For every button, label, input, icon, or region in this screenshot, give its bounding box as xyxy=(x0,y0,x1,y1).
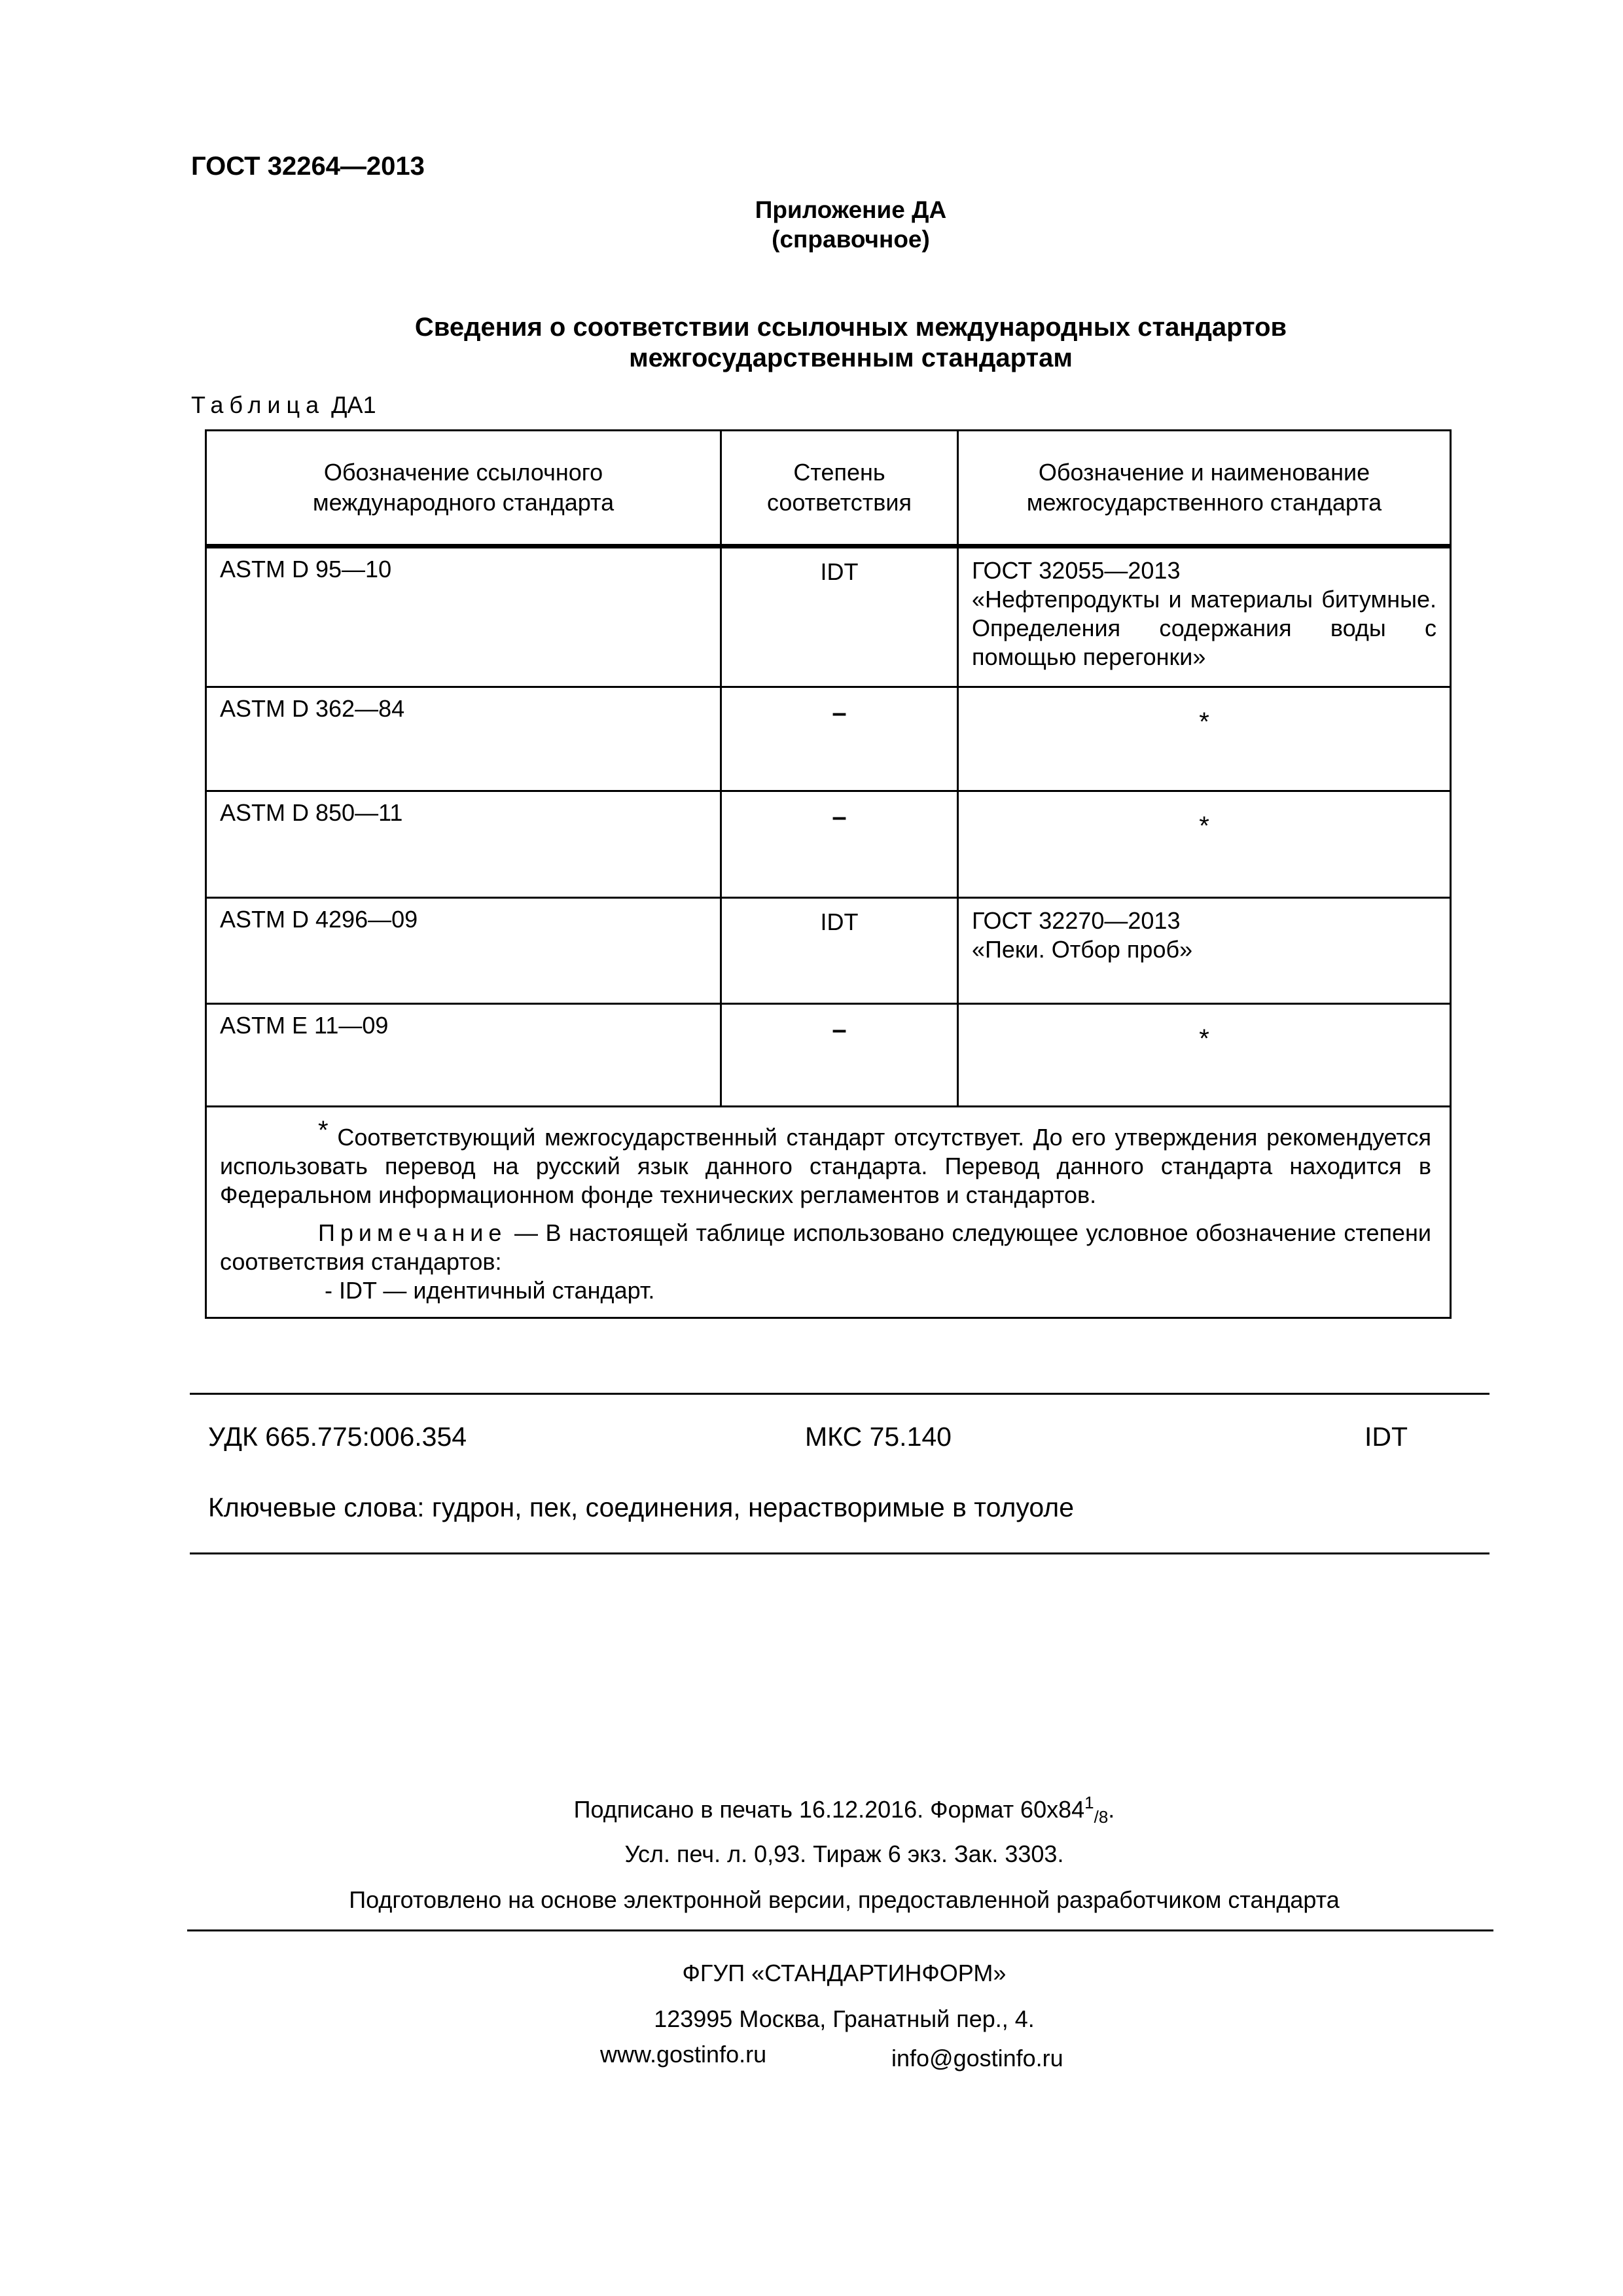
international-standard-cell: ASTM D 4296—09 xyxy=(206,898,721,1004)
column-header-international: Обозначение ссылочного международного стандарта xyxy=(206,431,721,547)
degree-cell xyxy=(721,687,958,791)
footnote-asterisk: * xyxy=(1199,708,1209,736)
standard-id-header: ГОСТ 32264—2013 xyxy=(191,152,425,181)
appendix-subtitle: (справочное) xyxy=(772,226,930,253)
print-info: Усл. печ. л. 0,93. Тираж 6 экз. Зак. 3303. xyxy=(624,1840,1064,1867)
website-link[interactable]: www.gostinfo.ru xyxy=(600,2041,767,2068)
correspondence-table xyxy=(205,429,1452,1319)
table-row xyxy=(206,687,1451,791)
international-standard-cell: ASTM D 850—11 xyxy=(206,791,721,898)
degree-dash: – xyxy=(832,802,847,831)
degree-cell: IDT xyxy=(721,547,958,687)
appendix-title: Приложение ДА xyxy=(755,196,947,223)
table-label xyxy=(191,391,376,419)
note-label: Примечание xyxy=(318,1219,507,1246)
footnote-paragraph xyxy=(220,1116,1431,1210)
international-standard-cell: ASTM E 11—09 xyxy=(206,1004,721,1107)
interstate-standard-code: ГОСТ 32270—2013 xyxy=(972,907,1181,934)
email-link[interactable]: info@gostinfo.ru xyxy=(891,2045,1063,2072)
table-row xyxy=(206,1004,1451,1107)
interstate-standard-name: «Нефтепродукты и материалы битумные. Определения содержания воды с помощью перегонки» xyxy=(972,586,1436,670)
mks-code: МКС 75.140 xyxy=(805,1422,952,1452)
column-header-interstate: Обозначение и наименование межгосударственного стандарта xyxy=(958,431,1451,547)
classification-bottom-rule xyxy=(190,1552,1489,1554)
interstate-standard-cell xyxy=(958,547,1451,687)
international-standard-cell: ASTM D 362—84 xyxy=(206,687,721,791)
footnote-asterisk: * xyxy=(1199,812,1209,840)
interstate-standard-cell xyxy=(958,791,1451,898)
prepared-note: Подготовлено на основе электронной версии, предоставленной разработчиком стандарта xyxy=(349,1886,1340,1913)
keywords: Ключевые слова: гудрон, пек, соединения, нерастворимые в толуоле xyxy=(208,1492,1075,1522)
section-title-line2: межгосударственным стандартам xyxy=(629,344,1073,372)
signed-for-print: Подписано в печать 16.12.2016. Формат $60x84^1_{/8}$. xyxy=(573,1793,1115,1827)
footnote-asterisk: * xyxy=(1199,1024,1209,1053)
section-title-line1: Сведения о соответствии ссылочных международных стандартов xyxy=(414,313,1287,342)
publisher-address: 123995 Москва, Гранатный пер., 4. xyxy=(654,2005,1035,2032)
note-paragraph xyxy=(220,1219,1431,1276)
interstate-standard-cell xyxy=(958,687,1451,791)
interstate-standard-name: «Пеки. Отбор проб» xyxy=(972,936,1193,963)
international-standard-cell: ASTM D 95—10 xyxy=(206,547,721,687)
table-header-row xyxy=(206,431,1451,547)
footnote-mark: * xyxy=(318,1116,329,1145)
degree-code: IDT xyxy=(1364,1422,1408,1452)
classification-top-rule xyxy=(190,1393,1489,1395)
table-label-word: Таблица xyxy=(191,391,325,418)
table-row xyxy=(206,547,1451,687)
note-text: — В настоящей таблице использовано следующее условное обозначение степени соответствия стандартов: xyxy=(220,1219,1431,1275)
publisher: ФГУП «СТАНДАРТИНФОРМ» xyxy=(682,1960,1007,1986)
degree-cell xyxy=(721,1004,958,1107)
table-label-id: ДА1 xyxy=(331,391,376,418)
note-item: - IDT — идентичный стандарт. xyxy=(325,1277,655,1304)
table-row xyxy=(206,791,1451,898)
degree-cell: IDT xyxy=(721,898,958,1004)
udk-code: УДК 665.775:006.354 xyxy=(208,1422,467,1452)
imprint-rule xyxy=(187,1929,1493,1931)
interstate-standard-cell xyxy=(958,1004,1451,1107)
interstate-standard-cell xyxy=(958,898,1451,1004)
degree-cell xyxy=(721,791,958,898)
footnote-text: Соответствующий межгосударственный стандарт отсутствует. До его утверждения рекомендуется использовать перевод на русский язык данного стандарта. Перевод данного стандарта находится в Федеральном информационном фонде технических регламентов и стандартов. xyxy=(220,1124,1431,1208)
degree-dash: – xyxy=(832,698,847,727)
degree-dash: – xyxy=(832,1015,847,1044)
table-footnote-row xyxy=(206,1107,1451,1318)
interstate-standard-code: ГОСТ 32055—2013 xyxy=(972,557,1181,584)
column-header-degree: Степень соответствия xyxy=(721,431,958,547)
table-row xyxy=(206,898,1451,1004)
table-footnote-cell xyxy=(206,1107,1451,1318)
